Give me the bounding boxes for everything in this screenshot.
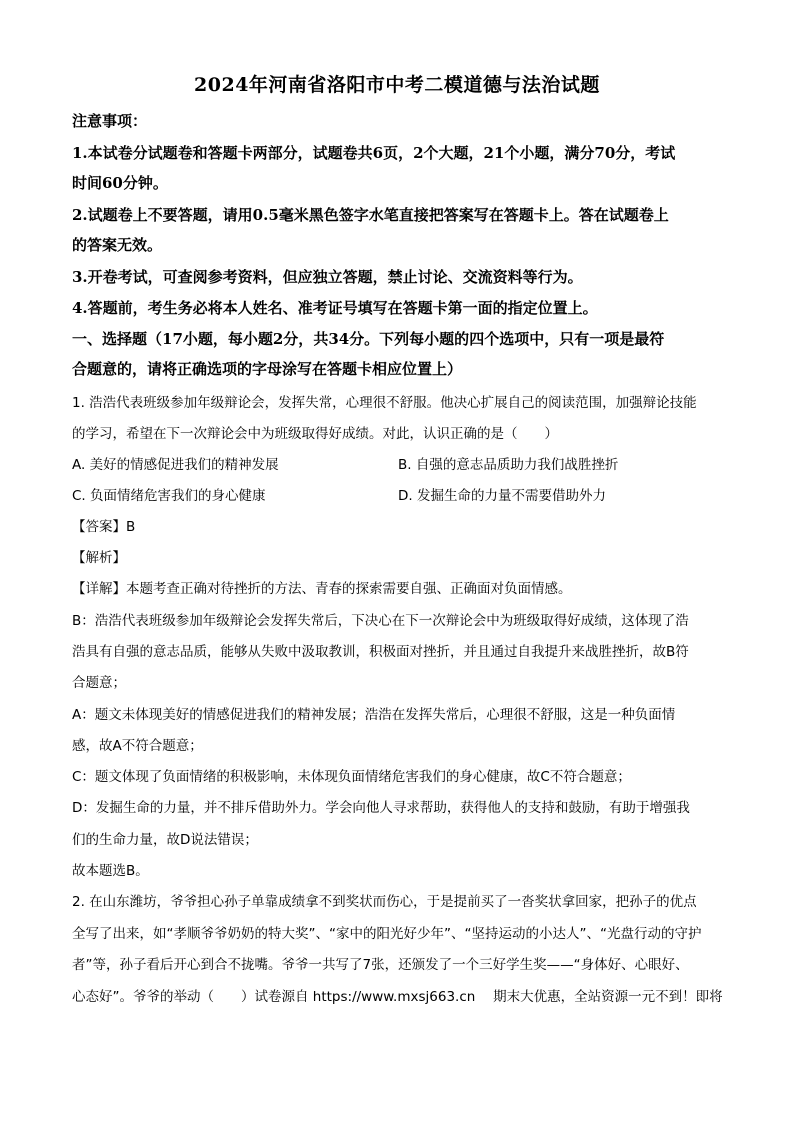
- q1-option-d: D. 发掘生命的力量不需要借助外力: [398, 488, 606, 504]
- notice-item-4: 4.答题前，考生务必将本人姓名、准考证号填写在答题卡第一面的指定位置上。: [72, 299, 598, 317]
- q1-stem-line-1: 1. 浩浩代表班级参加年级辩论会，发挥失常，心理很不舒服。他决心扩展自己的阅读范围，加强辩论技能: [72, 395, 697, 411]
- q2-stem-line-3: 者”等，孙子看后开心到合不拢嘴。爷爷一共写了7张，还颁发了一个三好学生奖——“身体好、心眼好、: [72, 957, 689, 973]
- notice-item-3: 3.开卷考试，可查阅参考资料，但应独立答题，禁止讨论、交流资料等行为。: [72, 268, 583, 286]
- q1-detail-line-10: 故本题选B。: [72, 863, 149, 879]
- q1-detail-line-2: B：浩浩代表班级参加年级辩论会发挥失常后，下决心在下一次辩论会中为班级取得好成绩，这体现了浩: [72, 613, 689, 629]
- notice-item-2-cont: 的答案无效。: [72, 236, 163, 254]
- q1-option-b: B. 自强的意志品质助力我们战胜挫折: [398, 457, 619, 473]
- q1-detail-line-5: A：题文未体现美好的情感促进我们的精神发展；浩浩在发挥失常后，心理很不舒服，这是一种负面情: [72, 707, 676, 723]
- notice-heading: 注意事项：: [72, 112, 148, 130]
- q1-detail-line-7: C：题文体现了负面情绪的积极影响，未体现负面情绪危害我们的身心健康，故C不符合题意；: [72, 769, 631, 785]
- q2-stem-line-2: 全写了出来，如“孝顺爷爷奶奶的特大奖”、“家中的阳光好少年”、“坚持运动的小达人”、“光盘行动的守护: [72, 926, 702, 942]
- q1-analysis-label: 【解析】: [72, 550, 126, 566]
- q1-stem-line-2: 的学习，希望在下一次辩论会中为班级取得好成绩。对此，认识正确的是（ ）: [72, 426, 558, 442]
- q1-option-c: C. 负面情绪危害我们的身心健康: [72, 488, 266, 504]
- q1-detail-line-1: 【详解】本题考查正确对待挫折的方法、青春的探索需要自强、正确面对负面情感。: [72, 581, 572, 597]
- section-heading: 一、选择题（17小题，每小题2分，共34分。下列每小题的四个选项中，只有一项是最符: [72, 330, 665, 348]
- notice-item-1-cont: 时间60分钟。: [72, 174, 168, 192]
- q1-detail-line-9: 们的生命力量，故D说法错误；: [72, 832, 258, 848]
- q1-detail-line-8: D：发掘生命的力量，并不排斥借助外力。学会向他人寻求帮助，获得他人的支持和鼓励，有助于增强我: [72, 800, 690, 816]
- notice-item-1: 1.本试卷分试题卷和答题卡两部分，试题卷共6页，2个大题，21个小题，满分70分，考试: [72, 144, 676, 162]
- q1-detail-line-3: 浩具有自强的意志品质，能够从失败中汲取教训，积极面对挫折，并且通过自我提升来战胜挫折，故B符: [72, 644, 689, 660]
- q1-option-a: A. 美好的情感促进我们的精神发展: [72, 457, 279, 473]
- q1-detail-line-6: 感，故A不符合题意；: [72, 738, 203, 754]
- q2-stem-line-4: 心态好”。爷爷的举动（ ）试卷源自 https://www.mxsj663.cn 期末大优惠，全站资源一元不到！即将: [72, 989, 723, 1005]
- section-heading-cont: 合题意的，请将正确选项的字母涂写在答题卡相应位置上）: [72, 360, 463, 378]
- notice-item-2: 2.试题卷上不要答题，请用0.5毫米黑色签字水笔直接把答案写在答题卡上。答在试题卷上: [72, 206, 669, 224]
- q1-answer: 【答案】B: [72, 519, 136, 535]
- q1-detail-line-4: 合题意；: [72, 675, 126, 691]
- q2-stem-line-1: 2. 在山东潍坊，爷爷担心孙子单靠成绩拿不到奖状而伤心，于是提前买了一沓奖状拿回家，把孙子的优点: [72, 894, 697, 910]
- page-title: 2024年河南省洛阳市中考二模道德与法治试题: [194, 74, 600, 96]
